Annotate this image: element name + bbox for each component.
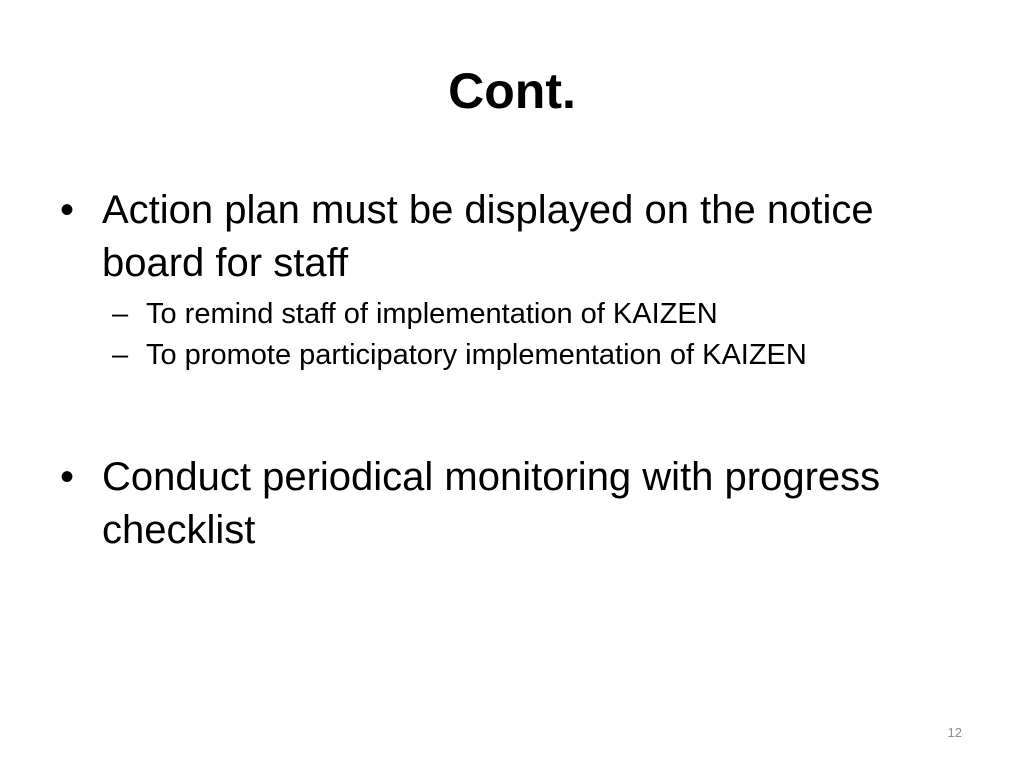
dash-marker-icon: – xyxy=(112,339,129,371)
bullet-marker-icon: • xyxy=(60,188,75,232)
bullet-row xyxy=(60,184,960,290)
sub-bullet-item xyxy=(60,294,960,335)
slide-title: Cont. xyxy=(448,63,576,119)
bullet-item xyxy=(60,184,960,376)
bullet-text: Conduct periodical monitoring with progress checklist xyxy=(102,455,881,552)
bullet-text: Action plan must be displayed on the notice board for staff xyxy=(102,188,874,285)
slide-page-number: 12 xyxy=(947,725,962,740)
sub-bullet-text: To promote participatory implementation of KAIZEN xyxy=(146,339,807,371)
bullet-item xyxy=(60,451,960,557)
bullet-row xyxy=(60,451,960,557)
bullet-marker-icon: • xyxy=(60,455,75,499)
sub-bullet-list xyxy=(60,294,960,376)
dash-marker-icon: – xyxy=(112,298,129,330)
sub-bullet-item xyxy=(60,335,960,376)
sub-bullet-text: To remind staff of implementation of KAIZEN xyxy=(146,298,718,330)
